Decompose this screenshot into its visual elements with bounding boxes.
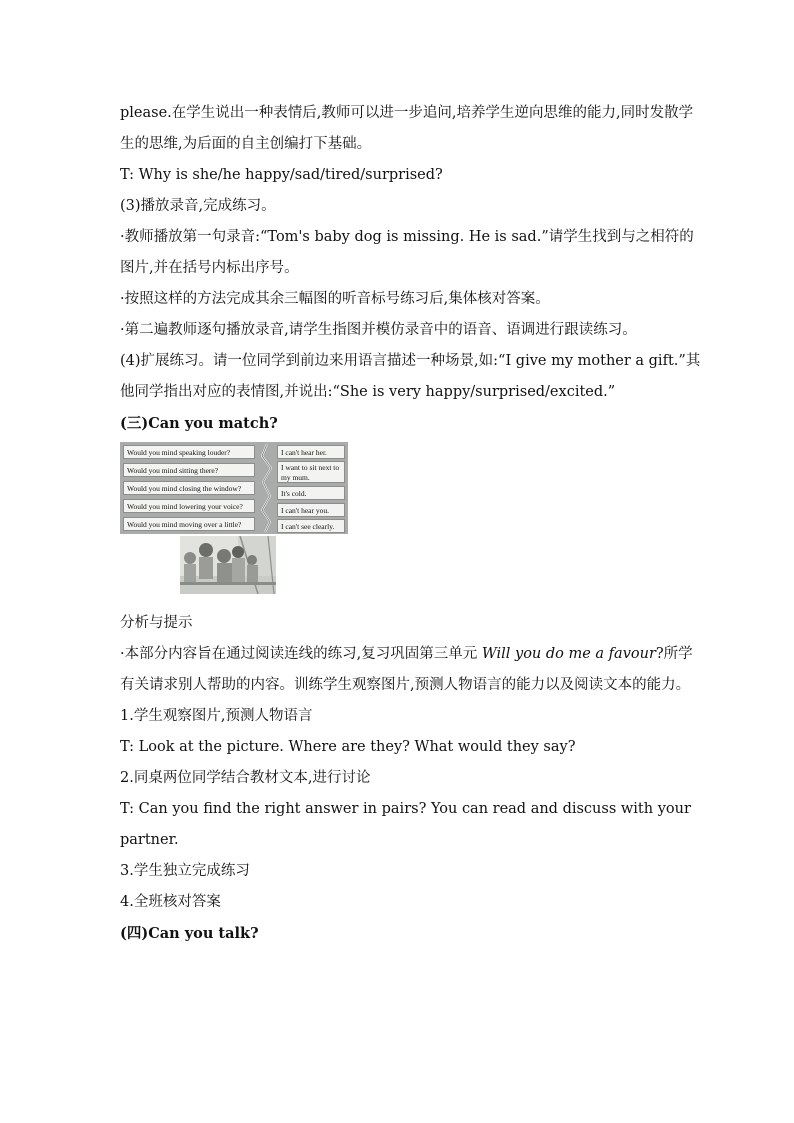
answer-cell: It's cold. <box>277 486 345 500</box>
question-cell: Would you mind lowering your voice? <box>123 499 255 513</box>
match-exercise-panel <box>120 442 348 534</box>
answer-cell: I can't see clearly. <box>277 519 345 533</box>
answer-cell: I can't hear her. <box>277 445 345 459</box>
step-heading: (3)播放录音,完成练习。 <box>120 198 276 214</box>
bullet-item: ·教师播放第一句录音:“Tom's baby dog is missing. He is sad.”请学生找到与之相符的 <box>120 229 694 245</box>
question-cell: Would you mind sitting there? <box>123 463 255 477</box>
text-segment: ?所学 <box>655 646 693 662</box>
question-cell: Would you mind speaking louder? <box>123 445 255 459</box>
section-heading-match: (三)Can you match? <box>120 415 278 432</box>
paragraph-line: partner. <box>120 832 179 848</box>
answer-cell: I can't hear you. <box>277 503 345 517</box>
teacher-question: T: Why is she/he happy/sad/tired/surprised? <box>120 167 443 183</box>
paragraph-line: 图片,并在括号内标出序号。 <box>120 260 299 276</box>
step-item: 4.全班核对答案 <box>120 894 221 910</box>
teacher-question: T: Can you find the right answer in pairs? You can read and discuss with your <box>120 801 691 817</box>
unit-title: Will you do me a favour <box>481 646 656 662</box>
analysis-heading: 分析与提示 <box>120 615 193 631</box>
divider-zigzag <box>258 442 276 534</box>
section-heading-talk: (四)Can you talk? <box>120 925 259 942</box>
paragraph-line: 生的思维,为后面的自主创编打下基础。 <box>120 136 372 152</box>
paragraph-line: please.在学生说出一种表情后,教师可以进一步追问,培养学生逆向思维的能力,同时发散学 <box>120 105 694 121</box>
bullet-item: ·第二遍教师逐句播放录音,请学生指图并模仿录音中的语音、语调进行跟读练习。 <box>120 322 637 338</box>
step-item: 3.学生独立完成练习 <box>120 863 250 879</box>
text-segment: ·本部分内容旨在通过阅读连线的练习,复习巩固第三单元 <box>120 646 482 662</box>
question-cell: Would you mind closing the window? <box>123 481 255 495</box>
document-page <box>120 98 701 949</box>
paragraph-line: 他同学指出对应的表情图,并说出:“She is very happy/surprised/excited.” <box>120 384 616 400</box>
match-exercise-figure <box>120 442 676 602</box>
paragraph-line: 有关请求别人帮助的内容。训练学生观察图片,预测人物语言的能力以及阅读文本的能力。 <box>120 677 691 693</box>
step-item: 2.同桌两位同学结合教材文本,进行讨论 <box>120 770 371 786</box>
teacher-question: T: Look at the picture. Where are they? What would they say? <box>120 739 576 755</box>
bullet-item <box>120 639 693 670</box>
bullet-item: ·按照这样的方法完成其余三幅图的听音标号练习后,集体核对答案。 <box>120 291 550 307</box>
step-heading: (4)扩展练习。请一位同学到前边来用语言描述一种场景,如:“I give my mother a gift.”其 <box>120 353 701 369</box>
step-item: 1.学生观察图片,预测人物语言 <box>120 708 313 724</box>
question-cell: Would you mind moving over a little? <box>123 517 255 531</box>
answer-cell: I want to sit next to my mum. <box>277 461 345 483</box>
bus-passengers-illustration <box>180 536 276 594</box>
